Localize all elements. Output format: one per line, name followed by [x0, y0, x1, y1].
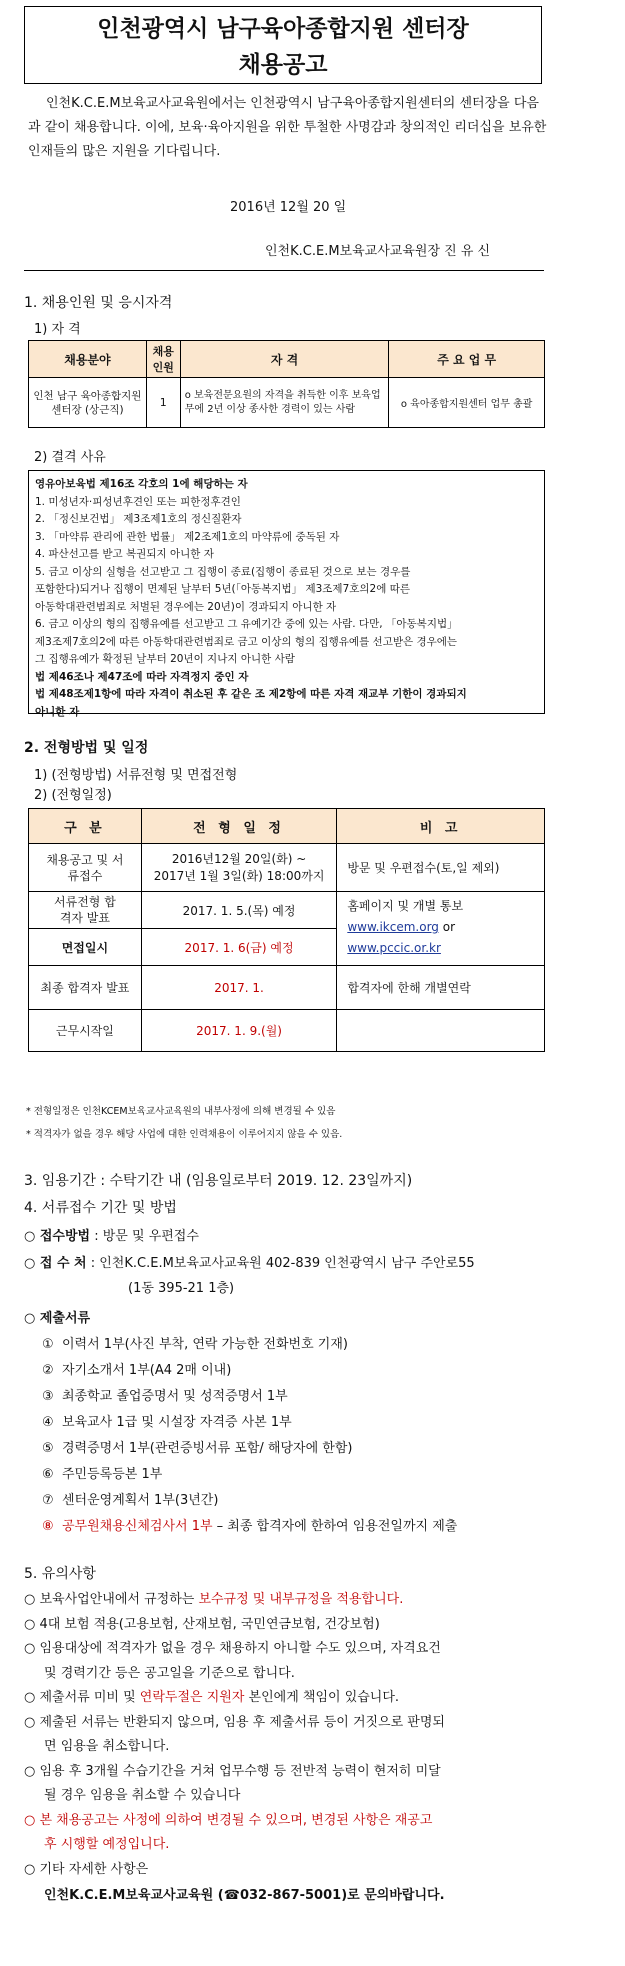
section4-heading: 4. 서류접수 기간 및 방법 [24, 1200, 177, 1216]
document-item: ② 자기소개서 1부(A4 2매 이내) [42, 1363, 232, 1378]
signer: 인천K.C.E.M보육교사교육원장 진 유 신 [265, 244, 491, 259]
disq-line: 법 제46조나 제47조에 따라 자격정지 중인 자 [35, 670, 249, 683]
cell-duties: o 육아종합지원센터 업무 총괄 [389, 378, 545, 428]
note-item-cont: 후 시행할 예정입니다. [44, 1837, 170, 1852]
note-item: ○ 기타 자세한 사항은 [24, 1861, 149, 1877]
selection-schedule-label: 2) (전형일정) [34, 788, 112, 803]
note-item-cont: 및 경력기간 등은 공고일을 기준으로 합니다. [44, 1665, 295, 1681]
date-line: 2017년 1월 3일(화) 18:00까지 [153, 868, 325, 883]
document-item: ⑤ 경력증명서 1부(관련증빙서류 포함/ 해당자에 한함) [42, 1441, 353, 1456]
disq-line: 영유아보육법 제16조 각호의 1에 해당하는 자 [35, 478, 248, 490]
title-line2: 채용공고 [238, 52, 328, 78]
note-item: ○ 임용대상에 적격자가 없을 경우 채용하지 아니할 수도 있으며, 자격요건 [24, 1641, 441, 1656]
schedule-row-date: 2017. 1. 5.(목) 예정 [141, 892, 337, 929]
col-header-schedule: 전 형 일 정 [141, 809, 337, 844]
disq-line: 1. 미성년자·피성년후견인 또는 피한정후견인 [35, 495, 241, 508]
col-header-field: 채용분야 [29, 341, 147, 378]
note-item: ○ 제출서류 미비 및 연락두절은 지원자 본인에게 책임이 있습니다. [24, 1690, 400, 1705]
link-pccic[interactable]: www.pccic.or.kr [347, 941, 441, 955]
disq-line: 4. 파산선고를 받고 복권되지 아니한 자 [35, 548, 214, 560]
documents-heading: ○ 제출서류 [24, 1311, 91, 1326]
schedule-row-date: 2017. 1. [141, 966, 337, 1010]
place-value: : 인천K.C.E.M보육교사교육원 402-839 인천광역시 남구 주안로55 [86, 1256, 475, 1271]
col-header-count: 채용 인원 [146, 341, 180, 378]
col-header-category: 구 분 [29, 809, 142, 844]
title-box [24, 6, 542, 84]
schedule-note: * 적격자가 없을 경우 해당 사업에 대한 인력채용이 이루어지지 않을 수 있음. [26, 1129, 343, 1140]
disq-line: 5. 금고 이상의 실형을 선고받고 그 집행이 종료(집행이 종료된 것으로 보는 경우를 [35, 565, 411, 578]
document-item: ⑧ 공무원채용신체검사서 1부 – 최종 합격자에 한하여 임용전일까지 제출 [42, 1519, 458, 1534]
remark-visit-mail: 방문 및 우편접수(토,일 제외) [337, 844, 545, 892]
date-line: 2016년12월 20일(화) ~ [171, 851, 307, 866]
documents-list [42, 1332, 457, 1540]
method-label: ○ 접수방법 [24, 1229, 91, 1244]
disq-line: 2. 「정신보건법」 제3조제1호의 정신질환자 [35, 513, 242, 525]
document-item: ⑥ 주민등록등본 1부 [42, 1467, 163, 1482]
section3-term: 3. 임용기간 : 수탁기간 내 (임용일로부터 2019. 12. 23일까지) [24, 1173, 413, 1189]
schedule-row-label: 서류전형 합격자 발표 [29, 892, 142, 929]
place-label: ○ 접 수 처 [24, 1256, 87, 1271]
contact-line: 인천K.C.E.M보육교사교육원 (☎032-867-5001)로 문의바랍니다. [44, 1888, 445, 1903]
remark-final: 합격자에 한해 개별연락 [337, 966, 545, 1010]
document-item: ④ 보육교사 1급 및 시설장 자격증 사본 1부 [42, 1415, 292, 1430]
disq-line: 제3조제7호의2에 따른 아동학대관련범죄로 금고 이상의 형의 집행유예를 선고받은 경우에는 [35, 635, 458, 648]
note-item: ○ 제출된 서류는 반환되지 않으며, 임용 후 제출서류 등이 거짓으로 판명되 [24, 1714, 445, 1730]
disqualification-subheading: 2) 결격 사유 [34, 450, 106, 465]
disq-line: 아동학대관련범죄로 처벌된 경우에는 20년)이 경과되지 아니한 자 [35, 600, 337, 613]
remark-notify [337, 892, 545, 966]
note-item: ○ 임용 후 3개월 수습기간을 거쳐 업무수행 등 전반적 능력이 현저히 미달 [24, 1763, 441, 1779]
schedule-row-label: 최종 합격자 발표 [29, 966, 142, 1010]
disqualification-box [28, 470, 545, 718]
link-ikcem[interactable]: www.ikcem.org [347, 920, 439, 934]
disq-line: 아니한 자 [35, 705, 80, 718]
notes-list [24, 1588, 554, 1909]
schedule-row-date: 2017. 1. 9.(월) [141, 1010, 337, 1052]
place-value-2: (1동 395-21 1층) [128, 1281, 235, 1296]
schedule-row-label: 면접일시 [29, 929, 142, 966]
disq-line: 법 제48조제1항에 따라 자격이 취소된 후 같은 조 제2항에 따른 자격 재교부 기한이 경과되지 [35, 688, 467, 700]
disq-line: 그 집행유예가 확정된 날부터 20년이 지나지 아니한 사람 [35, 653, 295, 665]
note-item: ○ 보육사업안내에서 규정하는 보수규정 및 내부규정을 적용합니다. [24, 1592, 404, 1607]
note-item-cont: 면 임용을 취소합니다. [44, 1739, 170, 1754]
schedule-table [28, 808, 545, 1052]
schedule-note: * 전형일정은 인천KCEM보육교사교육원의 내부사정에 의해 변경될 수 있음 [26, 1106, 336, 1117]
col-header-duties: 주 요 업 무 [389, 341, 545, 378]
section1-heading: 1. 채용인원 및 응시자격 [24, 295, 173, 311]
or-text: or [442, 920, 456, 934]
cell-count: 1 [146, 378, 180, 428]
selection-method: 1) (전형방법) 서류전형 및 면접전형 [34, 768, 238, 783]
schedule-row-date: 2017. 1. 6(금) 예정 [141, 929, 337, 966]
divider [24, 270, 544, 271]
section5-heading: 5. 유의사항 [24, 1566, 96, 1582]
section2-heading: 2. 전형방법 및 일정 [24, 740, 149, 756]
disq-line: 3. 「마약류 관리에 관한 법률」 제2조제1호의 마약류에 중독된 자 [35, 530, 340, 543]
col-header-remarks: 비 고 [337, 809, 545, 844]
cell-qualification: o 보육전문요원의 자격을 취득한 이후 보육업무에 2년 이상 종사한 경력이 있는 사람 [180, 378, 389, 428]
col-header-qualification: 자 격 [180, 341, 389, 378]
document-item: ⑦ 센터운영계획서 1부(3년간) [42, 1493, 219, 1508]
document-item: ③ 최종학교 졸업증명서 및 성적증명서 1부 [42, 1389, 288, 1404]
remark-notify-text: 홈페이지 및 개별 통보 [347, 899, 464, 913]
disq-line: 6. 금고 이상의 형의 집행유예를 선고받고 그 유예기간 중에 있는 사람. 다만, 「아동복지법」 [35, 618, 458, 630]
notice-date: 2016년 12월 20 일 [230, 200, 347, 215]
title-line1: 인천광역시 남구육아종합지원 센터장 [97, 16, 469, 42]
qualification-subheading: 1) 자 격 [34, 322, 81, 337]
document-item: ① 이력서 1부(사진 부착, 연락 가능한 전화번호 기재) [42, 1337, 348, 1352]
schedule-row-date [141, 844, 337, 892]
method-value: : 방문 및 우편접수 [90, 1229, 199, 1244]
note-item: ○ 4대 보험 적용(고용보험, 산재보험, 국민연금보험, 건강보험) [24, 1616, 380, 1632]
cell-field: 인천 남구 육아종합지원센터장 (상근직) [29, 378, 147, 428]
schedule-row-label: 채용공고 및 서류접수 [29, 844, 142, 892]
note-item-cont: 될 경우 임용을 취소할 수 있습니다 [44, 1788, 241, 1803]
remark-empty [337, 1010, 545, 1052]
disq-line: 포함한다)되거나 집행이 면제된 날부터 5년(「아동복지법」 제3조제7호의2에 따른 [35, 583, 410, 595]
phone-number: ☎032-867-5001 [223, 1888, 342, 1903]
qualification-table [28, 340, 545, 428]
intro-paragraph: 인천K.C.E.M보육교사교육원에서는 인천광역시 남구육아종합지원센터의 센터장을 다음과 같이 채용합니다. 이에, 보육·육아지원을 위한 투철한 사명감과 창의적인 리더십을 보유한 인재들의 많은 지원을 기다립니다. [28, 96, 547, 159]
note-item: ○ 본 채용공고는 사정에 의하여 변경될 수 있으며, 변경된 사항은 재공고 [24, 1812, 433, 1828]
schedule-row-label: 근무시작일 [29, 1010, 142, 1052]
